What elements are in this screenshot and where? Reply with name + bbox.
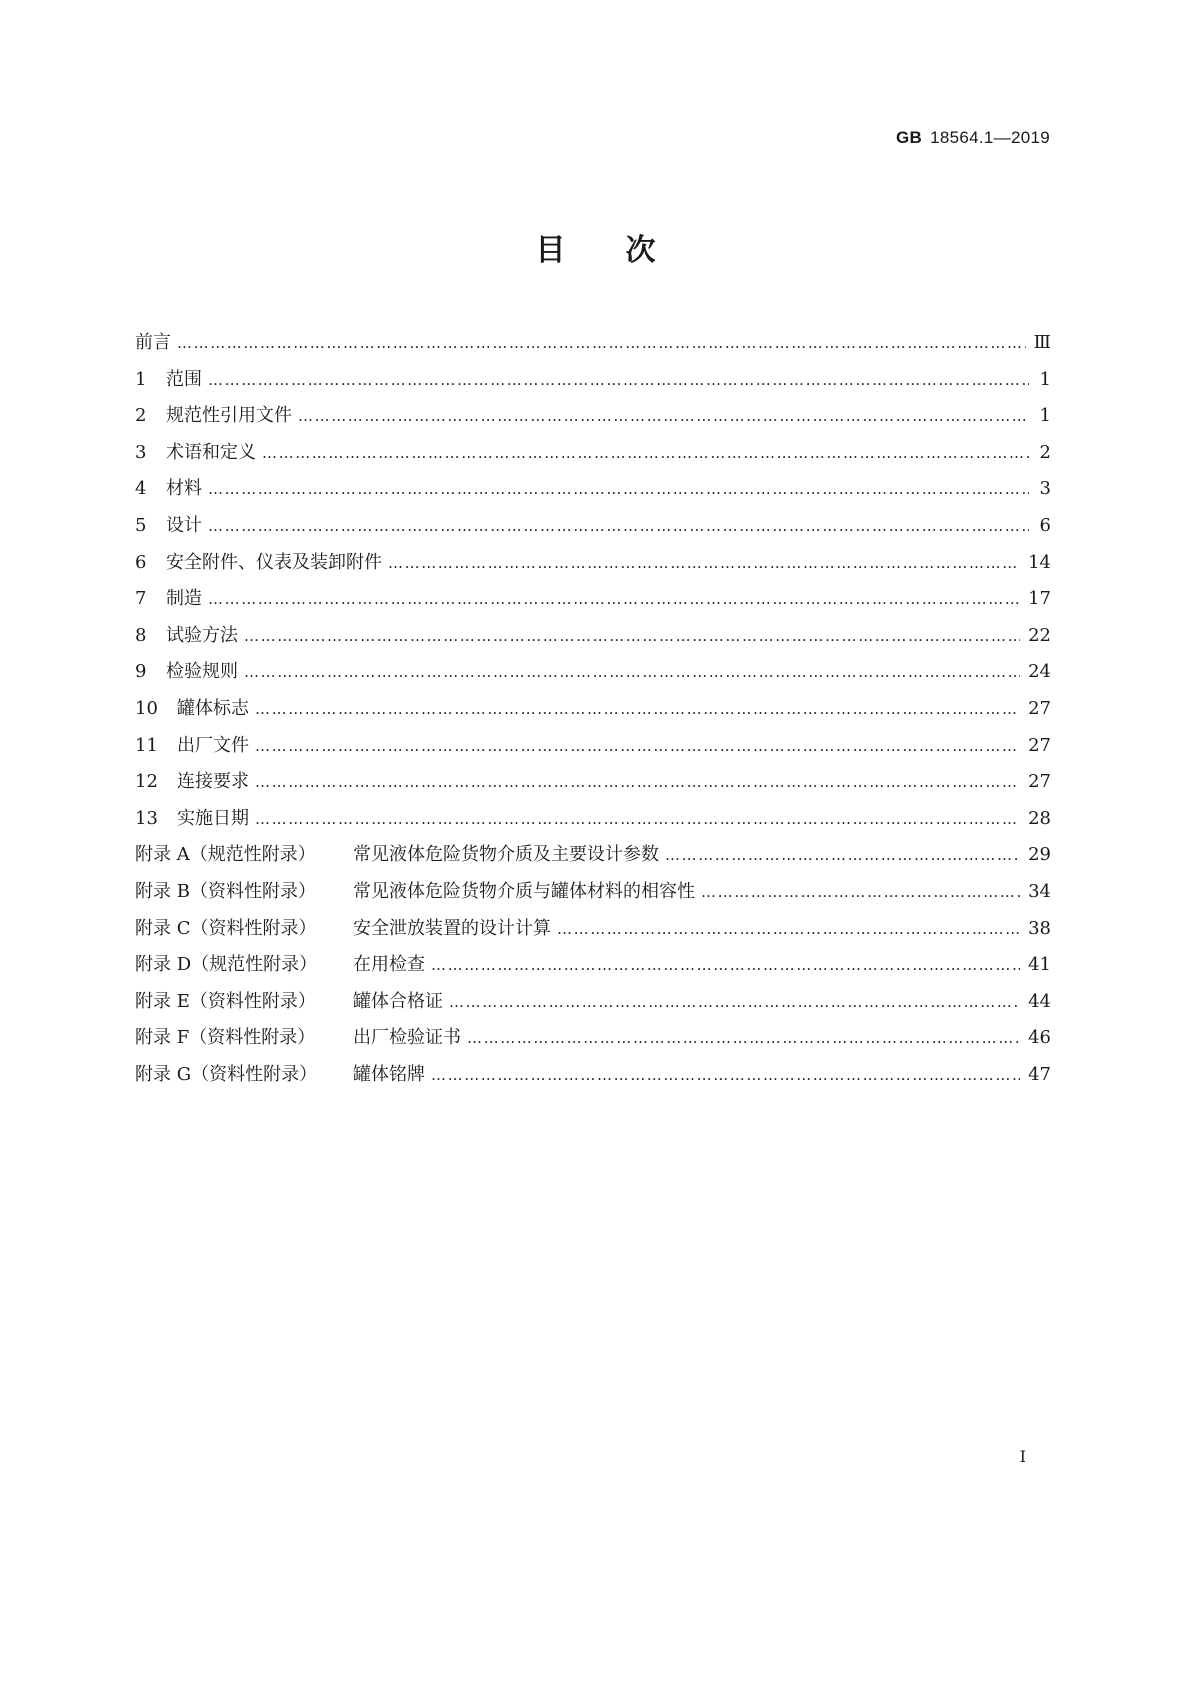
toc-entry-number: 3 (135, 441, 147, 463)
toc-entry-page: 44 (1028, 990, 1051, 1012)
toc-entry-11[interactable] (135, 728, 1051, 765)
leader-dots (255, 728, 1020, 765)
leader-dots (298, 398, 1029, 435)
toc-entry-label: 出厂文件 (177, 734, 249, 756)
page-title: 目次 (535, 233, 716, 268)
toc-entry-label: 罐体标志 (177, 697, 249, 719)
toc-entry-page: 27 (1028, 734, 1051, 756)
leader-dots (244, 618, 1020, 655)
toc-entry-label: 常见液体危险货物介质及主要设计参数 (353, 844, 659, 866)
leader-dots (467, 1020, 1020, 1057)
toc-entry-page: 1 (1039, 405, 1051, 427)
toc-entry-number: 6 (135, 551, 147, 573)
leader-dots (255, 801, 1020, 838)
toc-entry-page: 38 (1028, 917, 1051, 939)
toc-entry-label: 术语和定义 (166, 441, 256, 463)
leader-dots (244, 654, 1020, 691)
toc-entry-number: 9 (135, 661, 147, 683)
leader-dots (255, 764, 1020, 801)
toc-entry-annex-b[interactable] (135, 874, 1051, 911)
toc-entry-annex-e[interactable] (135, 984, 1051, 1021)
toc-entry-label: 范围 (166, 368, 202, 390)
toc-entry-label: 安全泄放装置的设计计算 (353, 917, 551, 939)
toc-entry-6[interactable] (135, 545, 1051, 582)
toc-entry-label: 设计 (166, 514, 202, 536)
toc-entry-label: 制造 (166, 588, 202, 610)
toc-entry-number: 附录 B（资料性附录） (135, 880, 316, 902)
toc-entry-label: 罐体合格证 (353, 990, 443, 1012)
standard-number: 18564.1—2019 (930, 128, 1050, 147)
toc-entry-page: 6 (1039, 514, 1051, 536)
toc-entry-number: 13 (135, 807, 158, 829)
toc-entry-4[interactable] (135, 471, 1051, 508)
toc-entry-label: 材料 (166, 478, 202, 500)
leader-dots (208, 471, 1029, 508)
toc-entry-label: 安全附件、仪表及装卸附件 (166, 551, 382, 573)
standard-prefix: GB (896, 128, 923, 147)
toc-entry-number: 附录 D（规范性附录） (135, 954, 318, 976)
toc-entry-number: 7 (135, 588, 147, 610)
toc-entry-13[interactable] (135, 801, 1051, 838)
toc-entry-2[interactable] (135, 398, 1051, 435)
leader-dots (255, 691, 1020, 728)
toc-entry-5[interactable] (135, 508, 1051, 545)
leader-dots (449, 984, 1020, 1021)
toc-entry-page: 14 (1028, 551, 1051, 573)
toc-entry-page: 1 (1039, 368, 1051, 390)
toc-entry-label: 实施日期 (177, 807, 249, 829)
leader-dots (177, 325, 1026, 362)
toc-entry-number: 4 (135, 478, 147, 500)
toc-entry-3[interactable] (135, 435, 1051, 472)
toc-entry-page: 3 (1039, 478, 1051, 500)
toc-entry-label: 常见液体危险货物介质与罐体材料的相容性 (353, 880, 695, 902)
toc-entry-page: 24 (1028, 661, 1051, 683)
toc-entry-number: 11 (135, 734, 158, 756)
leader-dots (431, 1057, 1020, 1094)
leader-dots (557, 911, 1020, 948)
toc-entry-label: 连接要求 (177, 771, 249, 793)
toc-entry-label: 检验规则 (166, 661, 238, 683)
toc-entry-annex-d[interactable] (135, 947, 1051, 984)
toc-entry-page: 27 (1028, 697, 1051, 719)
toc-entry-7[interactable] (135, 581, 1051, 618)
toc-entry-page: 29 (1028, 844, 1051, 866)
toc-entry-number: 附录 G（资料性附录） (135, 1063, 318, 1085)
toc-entry-foreword[interactable] (135, 325, 1051, 362)
toc-entry-number: 8 (135, 624, 147, 646)
toc-entry-page: 28 (1028, 807, 1051, 829)
leader-dots (208, 581, 1020, 618)
toc-entry-label: 罐体铭牌 (353, 1063, 425, 1085)
page-number: I (1019, 1447, 1026, 1466)
toc-entry-annex-c[interactable] (135, 911, 1051, 948)
toc-entry-number: 附录 E（资料性附录） (135, 990, 316, 1012)
leader-dots (208, 362, 1029, 399)
toc-entry-label: 规范性引用文件 (166, 405, 292, 427)
toc-entry-label: 前言 (135, 332, 171, 353)
toc-entry-8[interactable] (135, 618, 1051, 655)
toc-entry-number: 5 (135, 514, 147, 536)
toc-entry-number: 附录 C（资料性附录） (135, 917, 317, 939)
toc-entry-page: 22 (1028, 624, 1051, 646)
table-of-contents (135, 325, 1051, 1093)
toc-entry-9[interactable] (135, 654, 1051, 691)
toc-entry-number: 附录 A（规范性附录） (135, 844, 316, 866)
toc-entry-annex-g[interactable] (135, 1057, 1051, 1094)
toc-entry-page: 47 (1028, 1063, 1051, 1085)
leader-dots (388, 545, 1020, 582)
toc-entry-page: 34 (1028, 880, 1051, 902)
toc-entry-number: 2 (135, 405, 147, 427)
toc-entry-number: 附录 F（资料性附录） (135, 1027, 316, 1049)
toc-entry-10[interactable] (135, 691, 1051, 728)
toc-entry-number: 12 (135, 771, 158, 793)
toc-entry-page: 27 (1028, 771, 1051, 793)
toc-entry-label: 试验方法 (166, 624, 238, 646)
toc-entry-number: 1 (135, 368, 147, 390)
toc-entry-12[interactable] (135, 764, 1051, 801)
leader-dots (431, 947, 1020, 984)
toc-entry-annex-a[interactable] (135, 837, 1051, 874)
leader-dots (701, 874, 1020, 911)
leader-dots (208, 508, 1029, 545)
toc-entry-page: 17 (1028, 588, 1051, 610)
leader-dots (665, 837, 1020, 874)
toc-entry-number: 10 (135, 697, 158, 719)
toc-entry-page: 41 (1028, 954, 1051, 976)
toc-entry-1[interactable] (135, 362, 1051, 399)
leader-dots (262, 435, 1029, 472)
toc-entry-page: Ⅲ (1033, 332, 1051, 353)
toc-entry-page: 2 (1039, 441, 1051, 463)
toc-entry-label: 出厂检验证书 (353, 1027, 461, 1049)
toc-entry-label: 在用检查 (353, 954, 425, 976)
toc-entry-page: 46 (1028, 1027, 1051, 1049)
standard-code (896, 128, 1050, 148)
toc-entry-annex-f[interactable] (135, 1020, 1051, 1057)
